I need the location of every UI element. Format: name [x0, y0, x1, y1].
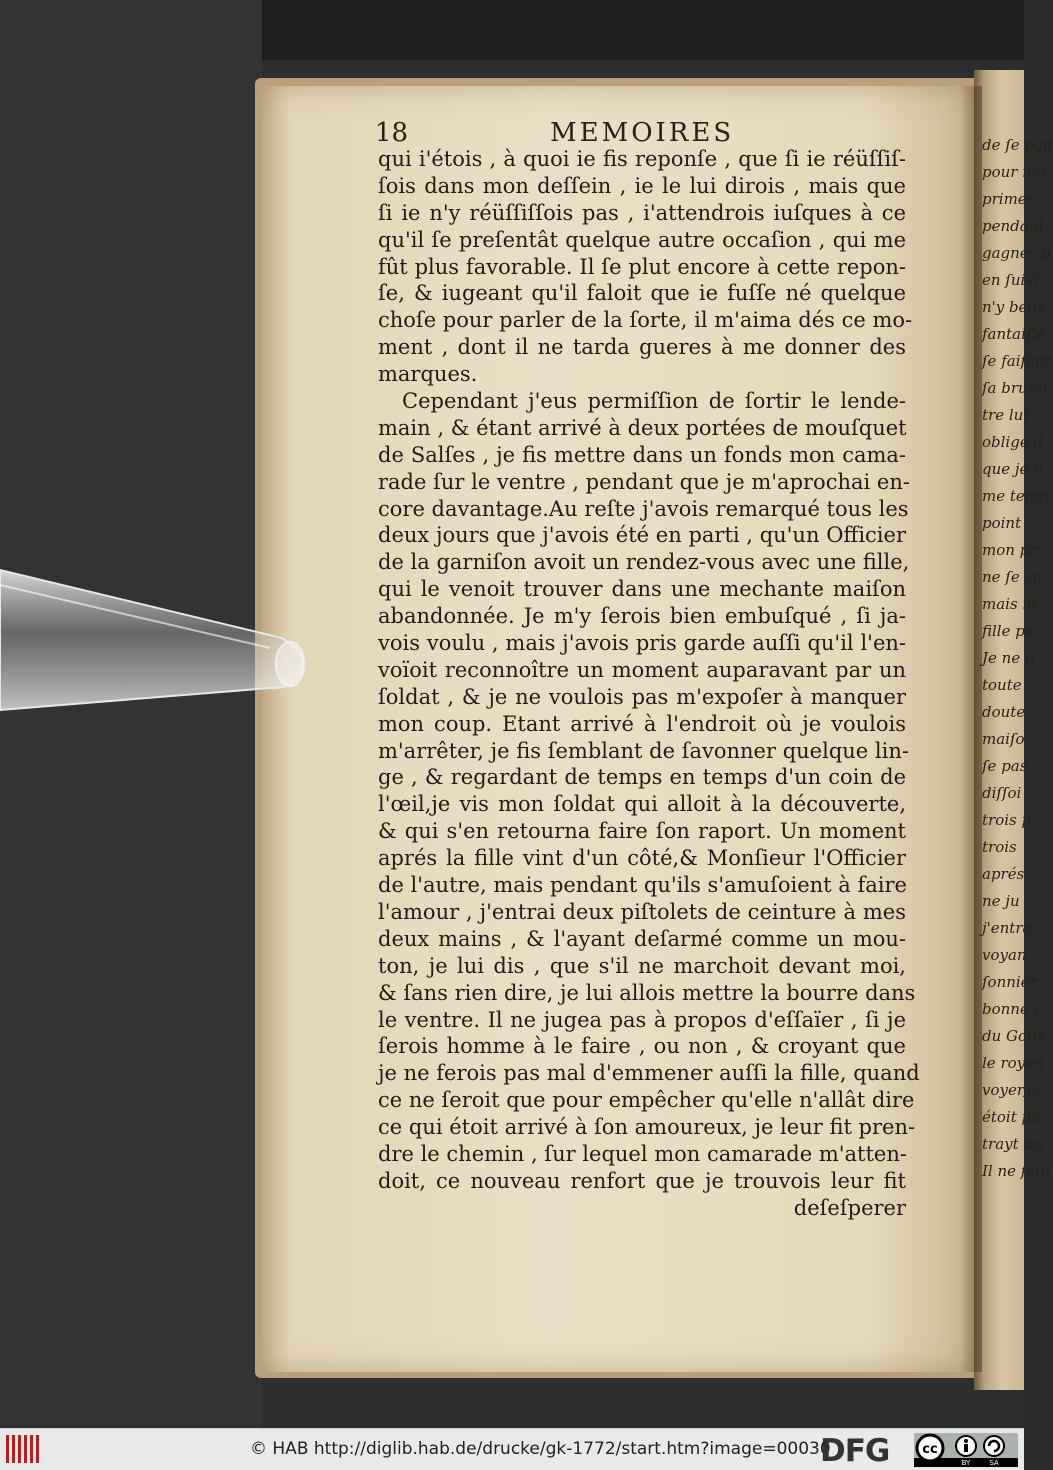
glass-page-weight — [0, 560, 310, 730]
text-line: voïoit reconnoître un moment auparavant par un — [378, 657, 906, 682]
text-line: l'œil,je vis mon ſoldat qui alloit à la découverte, — [378, 792, 906, 817]
margin-fragment: ne ſe co — [982, 568, 1042, 586]
text-line: ton, je lui dis , que s'il ne marchoit devant moi, — [378, 953, 906, 978]
text-line: ment , dont il ne tarda gueres à me donner des — [378, 335, 906, 360]
dfg-logo: DFG — [820, 1433, 890, 1469]
text-line: main , & étant arrivé à deux portées de mouſquet — [378, 415, 907, 440]
margin-fragment: ſa brutal — [982, 379, 1048, 397]
text-line: & ſans rien dire, je lui allois mettre la bourre dans — [378, 980, 916, 1005]
text-line: ſois dans mon deſſein , ie le lui dirois , mais que — [378, 173, 906, 198]
text-line: de Salſes , je fis mettre dans un fonds mon cama- — [378, 442, 906, 467]
margin-fragment: mais m' — [982, 595, 1041, 613]
margin-fragment: tre lui , — [982, 406, 1038, 424]
margin-fragment: bonne c — [982, 1000, 1042, 1018]
margin-fragment: ſonnier — [982, 973, 1037, 991]
page-body-text — [378, 146, 920, 1222]
text-line: ſi ie n'y réüſſiſſois pas , i'attendrois iuſques à ce — [378, 200, 906, 225]
text-line: de l'autre, mais pendant qu'ils s'amuſoient à faire — [378, 873, 907, 898]
margin-fragment: point , — [982, 514, 1031, 532]
running-title: MEMOIRES — [550, 118, 735, 148]
text-line: ſerois homme à le faire , ou non , & croyant que — [378, 1034, 906, 1059]
margin-fragment: fantaiſie. — [982, 325, 1050, 343]
text-line: qui i'étois , à quoi ie fis reponſe , que ſi ie réüſſiſ- — [378, 147, 906, 171]
margin-fragment: primer. — [982, 190, 1037, 208]
margin-fragment: obligé d — [982, 433, 1044, 451]
margin-fragment: Je ne n — [982, 649, 1035, 667]
text-line: ſoldat , & je ne voulois pas m'expoſer à manquer — [378, 684, 906, 709]
margin-fragment: aprés — [982, 865, 1025, 883]
text-line: vois voulu , mais j'avois pris garde auſſi qu'il l'en- — [378, 631, 906, 656]
margin-fragment: pendant — [982, 217, 1045, 235]
margin-fragment: voyan — [982, 946, 1027, 964]
text-line: ce ne ſeroit que pour empêcher qu'elle n'allât dire — [378, 1088, 915, 1113]
cc-by-sa-icon[interactable] — [914, 1433, 1018, 1467]
text-line: ſe, & iugeant qu'il faloit que ie fuſſe né quelque — [378, 281, 906, 306]
margin-fragment: trayt un — [982, 1135, 1043, 1153]
text-line: l'amour , j'entrai deux piſtolets de ceinture à mes — [378, 899, 906, 924]
margin-fragment: fille pa — [982, 622, 1034, 640]
text-line: rade ſur le ventre , pendant que je m'aprochai en- — [378, 469, 910, 494]
margin-fragment: du Gouv — [982, 1027, 1046, 1045]
text-line: fût plus favorable. Il ſe plut encore à cette repon- — [378, 254, 906, 279]
text-line: dre le chemin , ſur lequel mon camarade m'atten- — [378, 1141, 907, 1166]
margin-fragment: pour mo — [982, 163, 1046, 181]
text-line: deux jours que j'avois été en parti , qu'un Officier — [378, 523, 906, 548]
margin-fragment: ne ju — [982, 892, 1020, 910]
text-line: m'arrêter, je fis ſemblant de ſavonner quelque lin- — [378, 738, 909, 763]
margin-fragment: que je n — [982, 460, 1043, 478]
text-line: marques. — [378, 362, 478, 387]
text-line: qu'il ſe preſentât quelque autre occaſion , qui me — [378, 227, 906, 252]
margin-fragment: de ſe pou — [982, 136, 1053, 154]
margin-fragment: diſſoi — [982, 784, 1022, 802]
margin-fragment: voyer,je — [982, 1081, 1041, 1099]
margin-fragment: j'entra — [982, 919, 1032, 937]
text-line: doit, ce nouveau renfort que je trouvois leur fit — [378, 1168, 906, 1193]
margin-fragment: étoit pa — [982, 1108, 1041, 1126]
text-line: mon coup. Etant arrivé à l'endroit où je voulois — [378, 711, 906, 736]
margin-fragment: maiſo — [982, 730, 1025, 748]
text-line: & qui s'en retourna faire ſon raport. Un moment — [378, 819, 906, 844]
text-line: je ne ferois pas mal d'emmener auſſi la fille, quand — [378, 1061, 920, 1086]
text-line: deux mains , & l'ayant deſarmé comme un mou- — [378, 926, 906, 951]
facing-page-text-fragment — [982, 132, 1053, 1185]
citation-link[interactable]: © HAB http://diglib.hab.de/drucke/gk-1772/start.htm?image=00030 — [250, 1439, 831, 1459]
text-line: core davantage.Au reſte j'avois remarqué tous les — [378, 496, 909, 521]
viewer-footer — [0, 1428, 1024, 1470]
svg-text:cc: cc — [922, 1442, 938, 1457]
catchword: deſeſperer — [793, 1195, 906, 1220]
text-line: abandonnée. Je m'y ſerois bien embuſqué , ſi ja- — [378, 604, 906, 629]
text-line: aprés la fille vint d'un côté,& Monſieur l'Officier — [378, 846, 906, 871]
margin-fragment: mon pr — [982, 541, 1037, 559]
margin-fragment: trois — [982, 838, 1017, 856]
cc-by-label: BY — [961, 1459, 971, 1467]
margin-fragment: ſe faiſant — [982, 352, 1051, 370]
margin-fragment: ſe pas — [982, 757, 1028, 775]
margin-fragment: en ſuivi — [982, 271, 1039, 289]
page-number: 18 — [375, 118, 409, 148]
hab-logo-icon — [6, 1435, 44, 1463]
gutter-shadow — [960, 86, 982, 1372]
margin-fragment: n'y belle — [982, 298, 1046, 316]
text-line: ge , & regardant de temps en temps d'un coin de — [378, 765, 906, 790]
text-line: choſe pour parler de la ſorte, il m'aima dés ce mo- — [378, 308, 913, 333]
margin-fragment: toute — [982, 676, 1022, 694]
text-line: Cependant j'eus permiſſion de ſortir le lende- — [402, 389, 906, 414]
cc-sa-label: SA — [989, 1459, 999, 1467]
text-line: ce qui étoit arrivé à ſon amoureux, je leur fit pren- — [378, 1115, 916, 1140]
margin-fragment: gagner p — [982, 244, 1051, 262]
margin-fragment: me temp — [982, 487, 1049, 505]
margin-fragment: doute — [982, 703, 1026, 721]
text-line: qui le venoit trouver dans une mechante maiſon — [378, 577, 906, 602]
margin-fragment: Il ne ſeta — [982, 1162, 1051, 1180]
margin-fragment: le royan — [982, 1054, 1044, 1072]
margin-fragment: trois p — [982, 811, 1032, 829]
text-line: le ventre. Il ne jugea pas à propos d'eſſaïer , ſi je — [378, 1007, 906, 1032]
text-line: de la garniſon avoit un rendez-vous avec une fille, — [378, 550, 910, 575]
